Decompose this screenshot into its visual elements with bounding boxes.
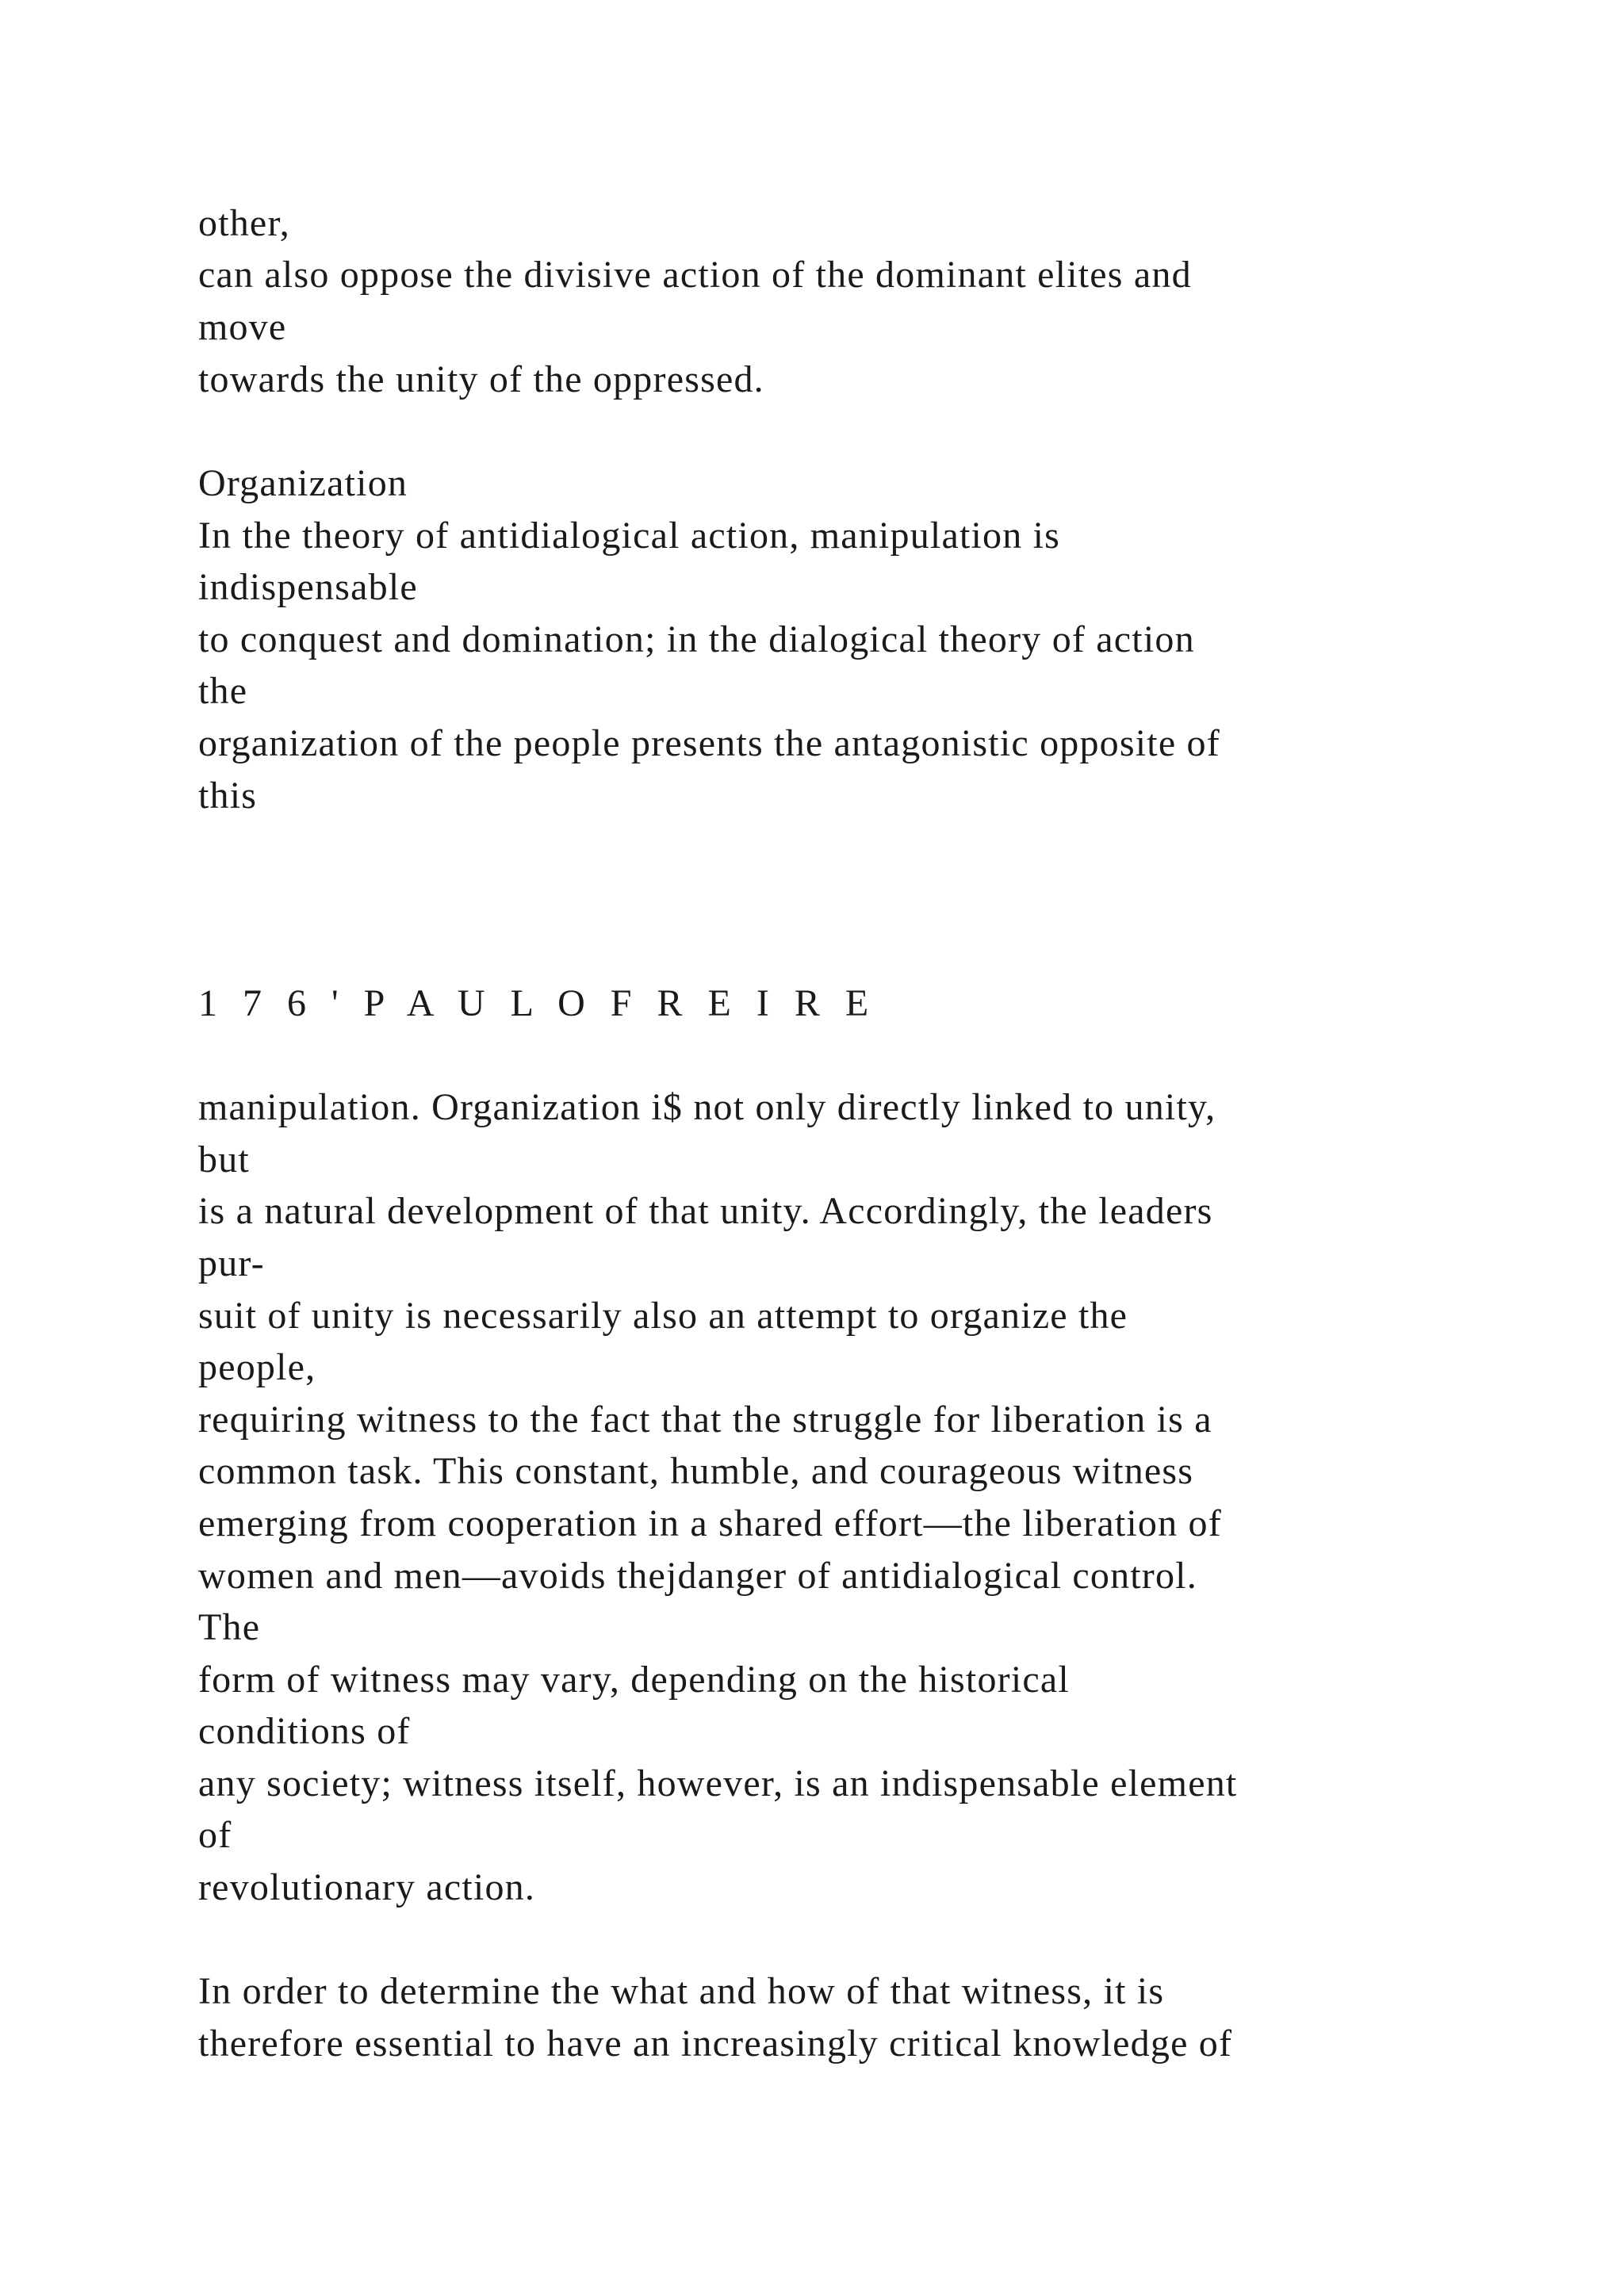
- text-line: In the theory of antidialogical action, manipulation is: [198, 515, 1061, 557]
- text-line: The: [198, 1606, 261, 1648]
- text-line: towards the unity of the oppressed.: [198, 358, 764, 400]
- text-line: emerging from cooperation in a shared effort—the liberation of: [198, 1502, 1222, 1544]
- text-line: pur-: [198, 1242, 265, 1284]
- text-line: form of witness may vary, depending on the historical: [198, 1659, 1070, 1701]
- text-line: is a natural development of that unity. Accordingly, the leaders: [198, 1190, 1213, 1232]
- text-line: revolutionary action.: [198, 1866, 536, 1908]
- running-header: 1 7 6 ' P A U L O F R E I R E: [198, 982, 877, 1024]
- text-line: other,: [198, 202, 290, 244]
- text-line: of: [198, 1814, 232, 1856]
- text-line: manipulation. Organization i$ not only directly linked to unity,: [198, 1086, 1216, 1128]
- text-line: suit of unity is necessarily also an attempt to organize the: [198, 1295, 1128, 1337]
- text-line: In order to determine the what and how of that witness, it is: [198, 1970, 1165, 2012]
- text-line: indispensable: [198, 566, 418, 608]
- text-line: conditions of: [198, 1710, 411, 1752]
- section-heading: Organization: [198, 462, 408, 504]
- text-line: therefore essential to have an increasingly critical knowledge of: [198, 2022, 1233, 2064]
- text-line: to conquest and domination; in the dialogical theory of action: [198, 618, 1195, 660]
- text-line: organization of the people presents the antagonistic opposite of: [198, 722, 1220, 764]
- text-line: the: [198, 670, 248, 712]
- text-line: this: [198, 775, 258, 817]
- text-line: can also oppose the divisive action of the dominant elites and: [198, 254, 1192, 296]
- text-line: common task. This constant, humble, and courageous witness: [198, 1450, 1194, 1492]
- text-line: requiring witness to the fact that the struggle for liberation is a: [198, 1399, 1212, 1441]
- text-line: women and men—avoids thejdanger of antidialogical control.: [198, 1555, 1197, 1597]
- text-line: move: [198, 306, 287, 348]
- text-line: but: [198, 1138, 250, 1181]
- text-line: people,: [198, 1346, 316, 1388]
- text-line: any society; witness itself, however, is an indispensable element: [198, 1762, 1238, 1804]
